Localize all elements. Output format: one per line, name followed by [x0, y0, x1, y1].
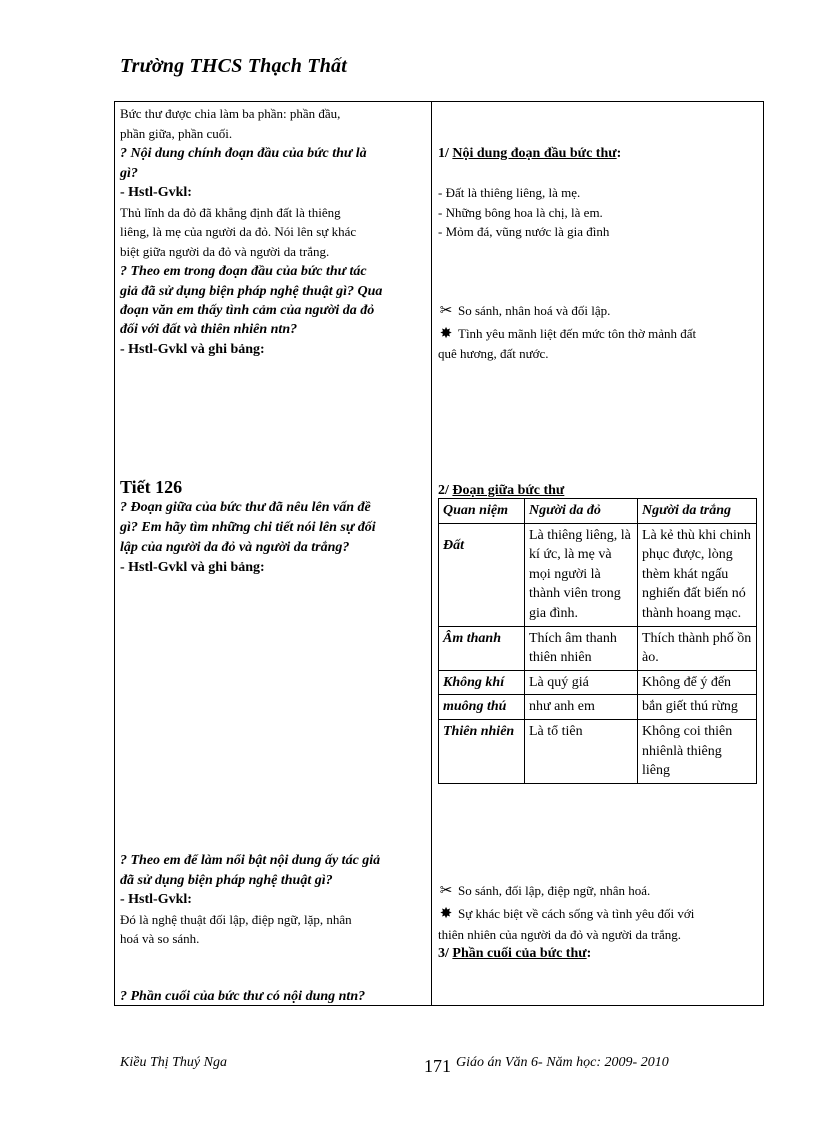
- table-cell: Là tổ tiên: [525, 719, 638, 783]
- question-2-cont: đối với đất và thiên nhiên ntn?: [120, 322, 298, 337]
- section-number: 2/: [438, 483, 449, 498]
- table-row: [439, 626, 757, 670]
- hstl-label: - Hstl-Gvkl:: [120, 892, 192, 907]
- right-text-line: - Mỏm đá, vũng nước là gia đình: [438, 224, 610, 239]
- table-cell: Thích thành phố ồn ào.: [638, 626, 757, 670]
- right-text-line: - Những bông hoa là chị, là em.: [438, 205, 603, 220]
- right-text-line: [438, 904, 694, 924]
- section-number: 3/: [438, 946, 449, 961]
- section-number: 1/: [438, 146, 449, 161]
- left-text-line: Đó là nghệ thuật đối lập, điệp ngữ, lặp, nhân: [120, 912, 352, 927]
- right-text-line: [438, 301, 610, 321]
- table-cell: Không khí: [439, 670, 525, 695]
- question-3-cont: gì? Em hãy tìm những chi tiết nói lên sự đối: [120, 520, 376, 535]
- footer-info: Giáo án Văn 6- Năm học: 2009- 2010: [456, 1055, 669, 1070]
- left-text-line: biệt giữa người da đỏ và người da trắng.: [120, 244, 330, 259]
- left-text-line: Thủ lĩnh da đỏ đã khẳng định đất là thiêng: [120, 205, 341, 220]
- table-header: Người da trắng: [638, 499, 757, 524]
- hstl-label: - Hstl-Gvkl và ghi bảng:: [120, 342, 265, 357]
- flower-icon: ✸: [439, 906, 453, 922]
- left-text-line: Bức thư được chia làm ba phần: phần đầu,: [120, 106, 341, 121]
- question-3-cont: lập của người da đỏ và người da trắng?: [120, 540, 350, 555]
- question-2-cont: đoạn văn em thấy tình cảm của người da đỏ: [120, 303, 375, 318]
- table-header-row: [439, 499, 757, 524]
- table-cell: Không để ý đến: [638, 670, 757, 695]
- table-cell: như anh em: [525, 695, 638, 720]
- table-cell: Thiên nhiên: [439, 719, 525, 783]
- table-row: [439, 695, 757, 720]
- hstl-label: - Hstl-Gvkl và ghi bảng:: [120, 560, 265, 575]
- right-text-line: - Đất là thiêng liêng, là mẹ.: [438, 185, 581, 200]
- section-colon: :: [616, 146, 622, 161]
- right-text: So sánh, đối lập, điệp ngữ, nhân hoá.: [458, 883, 651, 898]
- flower-icon: ✸: [439, 326, 453, 342]
- question-1-cont: gì?: [120, 166, 138, 181]
- right-text-line: thiên nhiên của người da đỏ và người da trắng.: [438, 927, 682, 942]
- section-title: Đoạn giữa bức thư: [452, 483, 565, 498]
- table-cell: Là kẻ thù khi chinh phục được, lòng thèm khát ngấu nghiến đất biến nó thành hoang mạc.: [638, 523, 757, 626]
- question-1: ? Nội dung chính đoạn đầu của bức thư là: [120, 146, 367, 161]
- lesson-number: Tiết 126: [120, 477, 183, 497]
- author-name: Kiều Thị Thuý Nga: [120, 1055, 227, 1070]
- table-cell: Là thiêng liêng, là kí ức, là mẹ và mọi người là thành viên trong gia đình.: [525, 523, 638, 626]
- question-4: ? Theo em để làm nổi bật nội dung ấy tác giả: [120, 853, 381, 868]
- scissors-icon: ✂: [439, 303, 453, 319]
- section-colon: :: [586, 946, 592, 961]
- section-3-heading: [438, 944, 591, 964]
- table-cell: Là quý giá: [525, 670, 638, 695]
- column-divider: [431, 101, 432, 1006]
- table-cell: Không coi thiên nhiênlà thiêng liêng: [638, 719, 757, 783]
- question-3: ? Đoạn giữa của bức thư đã nêu lên vấn đề: [120, 500, 371, 515]
- left-text-line: liêng, là mẹ của người da đỏ. Nói lên sự khác: [120, 224, 357, 239]
- right-text: So sánh, nhân hoá và đối lập.: [458, 303, 611, 318]
- question-5: ? Phần cuối của bức thư có nội dung ntn?: [120, 989, 366, 1004]
- section-title: Phần cuối của bức thư: [452, 946, 587, 961]
- right-text: Sự khác biệt về cách sống và tình yêu đối với: [458, 906, 695, 921]
- comparison-table: [438, 498, 757, 784]
- table-row: [439, 523, 757, 626]
- left-text-line: phần giữa, phần cuối.: [120, 126, 233, 141]
- left-text-line: hoá và so sánh.: [120, 931, 200, 946]
- right-text-line: quê hương, đất nước.: [438, 346, 549, 361]
- question-4-cont: đã sử dụng biện pháp nghệ thuật gì?: [120, 873, 333, 888]
- page-number: 171: [424, 1056, 451, 1076]
- table-header: Người da đỏ: [525, 499, 638, 524]
- table-cell: Đất: [439, 523, 525, 626]
- table-header: Quan niệm: [439, 499, 525, 524]
- section-1-heading: [438, 144, 621, 164]
- right-text: Tình yêu mãnh liệt đến mức tôn thờ mảnh đất: [458, 326, 697, 341]
- question-2-cont: giả đã sử dụng biện pháp nghệ thuật gì? Qua: [120, 284, 383, 299]
- table-cell: Âm thanh: [439, 626, 525, 670]
- table-cell: muông thú: [439, 695, 525, 720]
- right-text-line: [438, 324, 696, 344]
- right-text-line: [438, 881, 650, 901]
- hstl-label: - Hstl-Gvkl:: [120, 185, 192, 200]
- table-row: [439, 719, 757, 783]
- question-2: ? Theo em trong đoạn đầu của bức thư tác: [120, 264, 367, 279]
- table-cell: Thích âm thanh thiên nhiên: [525, 626, 638, 670]
- section-title: Nội dung đoạn đầu bức thư: [452, 146, 617, 161]
- school-name: Trường THCS Thạch Thất: [120, 55, 347, 77]
- table-cell: bắn giết thú rừng: [638, 695, 757, 720]
- table-row: [439, 670, 757, 695]
- scissors-icon: ✂: [439, 883, 453, 899]
